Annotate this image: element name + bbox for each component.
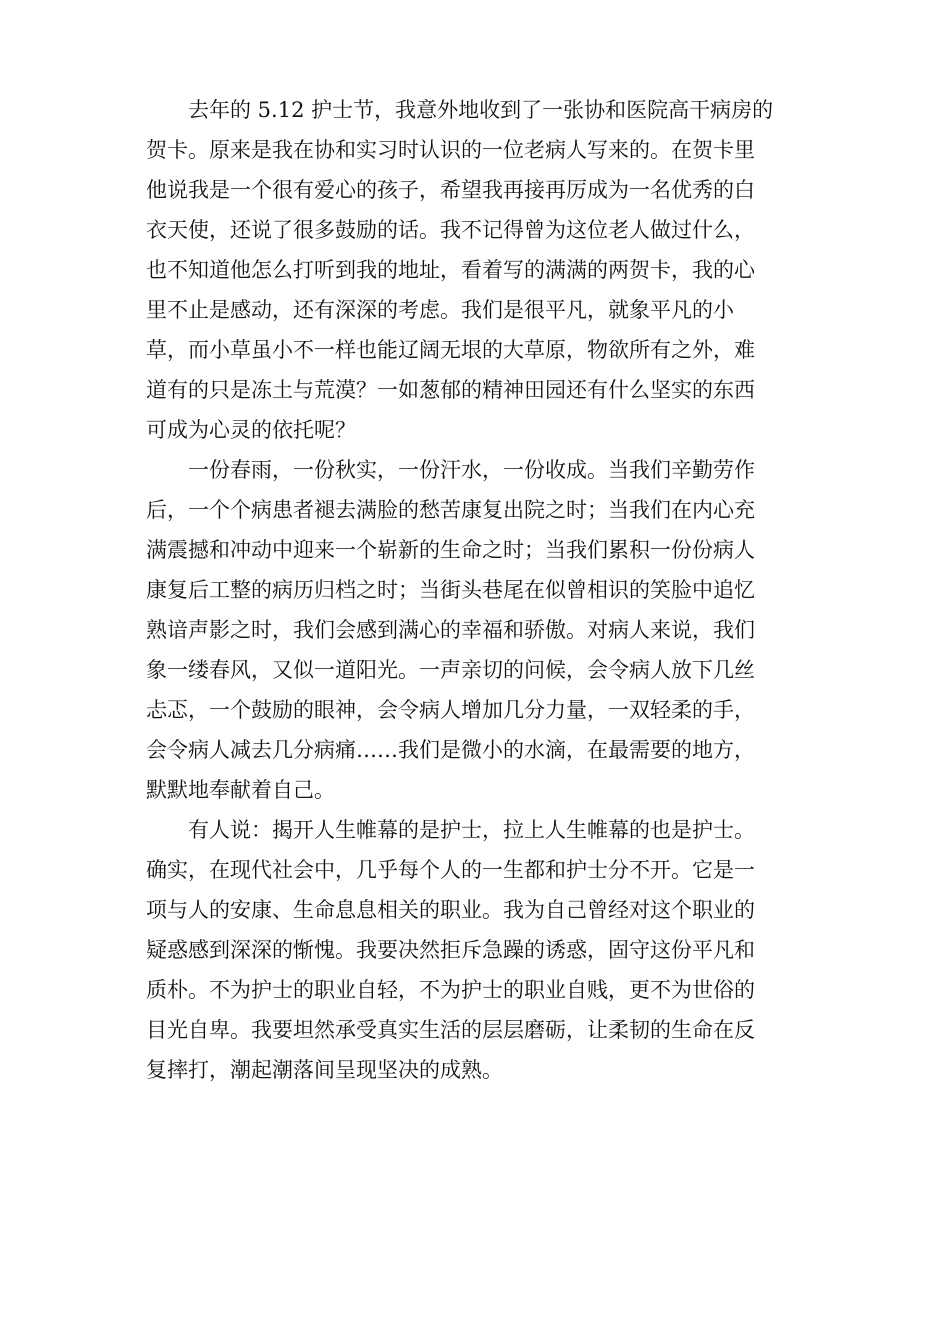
text-line: 满震撼和冲动中迎来一个崭新的生命之时；当我们累积一份份病人 <box>146 538 755 562</box>
text-line: 复摔打，潮起潮落间呈现坚决的成熟。 <box>146 1058 503 1082</box>
paragraph-3 <box>146 810 806 1090</box>
text-line: 项与人的安康、生命息息相关的职业。我为自己曾经对这个职业的 <box>146 898 755 922</box>
text-line: 贺卡。原来是我在协和实习时认识的一位老病人写来的。在贺卡里 <box>146 138 755 162</box>
text-line: 一份春雨，一份秋实，一份汗水，一份收成。当我们辛勤劳作 <box>188 458 755 482</box>
text-line: 熟谙声影之时，我们会感到满心的幸福和骄傲。对病人来说，我们 <box>146 618 755 642</box>
text-line: 可成为心灵的依托呢？ <box>146 418 356 442</box>
text-line: 去年的 5.12 护士节，我意外地收到了一张协和医院高干病房的 <box>188 98 774 122</box>
paragraph-1 <box>146 90 806 450</box>
text-line: 质朴。不为护士的职业自轻，不为护士的职业自贱，更不为世俗的 <box>146 978 755 1002</box>
text-line: 草，而小草虽小不一样也能辽阔无垠的大草原，物欲所有之外，难 <box>146 338 755 362</box>
document-page <box>146 90 806 1090</box>
text-line: 他说我是一个很有爱心的孩子，希望我再接再厉成为一名优秀的白 <box>146 178 755 202</box>
text-line: 目光自卑。我要坦然承受真实生活的层层磨砺，让柔韧的生命在反 <box>146 1018 755 1042</box>
text-line: 确实，在现代社会中，几乎每个人的一生都和护士分不开。它是一 <box>146 858 755 882</box>
text-line: 会令病人减去几分病痛……我们是微小的水滴，在最需要的地方， <box>146 738 755 762</box>
text-line: 忐忑，一个鼓励的眼神，会令病人增加几分力量，一双轻柔的手， <box>146 698 755 722</box>
text-line: 疑惑感到深深的惭愧。我要决然拒斥急躁的诱惑，固守这份平凡和 <box>146 938 755 962</box>
text-line: 道有的只是冻土与荒漠？一如葱郁的精神田园还有什么坚实的东西 <box>146 378 755 402</box>
text-line: 也不知道他怎么打听到我的地址，看着写的满满的两贺卡，我的心 <box>146 258 755 282</box>
text-line: 里不止是感动，还有深深的考虑。我们是很平凡，就象平凡的小 <box>146 298 734 322</box>
text-line: 默默地奉献着自己。 <box>146 778 335 802</box>
text-line: 象一缕春风，又似一道阳光。一声亲切的问候，会令病人放下几丝 <box>146 658 755 682</box>
paragraph-2 <box>146 450 806 810</box>
text-line: 衣天使，还说了很多鼓励的话。我不记得曾为这位老人做过什么， <box>146 218 755 242</box>
text-line: 后，一个个病患者褪去满脸的愁苦康复出院之时；当我们在内心充 <box>146 498 755 522</box>
text-line: 康复后工整的病历归档之时；当街头巷尾在似曾相识的笑脸中追忆 <box>146 578 755 602</box>
text-line: 有人说：揭开人生帷幕的是护士，拉上人生帷幕的也是护士。 <box>188 818 755 842</box>
